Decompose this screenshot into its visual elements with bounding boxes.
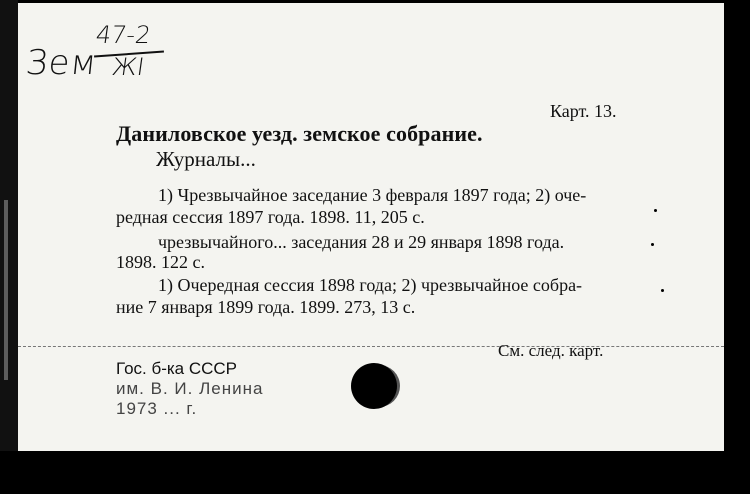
entry-line-6: ние 7 января 1899 года. 1899. 273, 13 с. — [116, 297, 416, 317]
stamp-line-3: 1973 ... г. — [116, 399, 198, 418]
scan-speck — [651, 243, 654, 246]
card-subheading: Журналы... — [156, 147, 256, 171]
scan-speck — [654, 209, 657, 212]
scan-left-edge — [0, 0, 18, 494]
entry-line-4: 1898. 122 с. — [116, 252, 205, 272]
entry-line-2: редная сессия 1897 года. 1898. 11, 205 с. — [116, 207, 425, 227]
punch-hole — [351, 363, 397, 409]
library-stamp — [116, 359, 263, 419]
card-number: Карт. 13. — [550, 101, 617, 121]
handwritten-code-bottom: ЖI — [110, 53, 146, 81]
handwritten-code-left: Зем — [23, 43, 100, 83]
scan-speck — [661, 289, 664, 292]
card-heading: Даниловское уезд. земское собрание. — [116, 121, 483, 146]
see-next-card: См. след. карт. — [498, 341, 604, 360]
entry-line-3: чрезвычайного... заседания 28 и 29 января 1898 года. — [158, 232, 565, 252]
dashed-divider — [18, 346, 724, 347]
entry-line-1: 1) Чрезвычайное заседание 3 февраля 1897 года; 2) оче- — [158, 185, 587, 205]
handwritten-code-top: 47-2 — [94, 21, 153, 49]
stamp-line-1: Гос. б-ка СССР — [116, 359, 238, 378]
scan-bottom-edge — [0, 451, 750, 494]
entry-line-5: 1) Очередная сессия 1898 года; 2) чрезвычайное собра- — [158, 275, 583, 295]
stamp-line-2: им. В. И. Ленина — [116, 379, 264, 398]
catalog-card — [18, 3, 724, 451]
